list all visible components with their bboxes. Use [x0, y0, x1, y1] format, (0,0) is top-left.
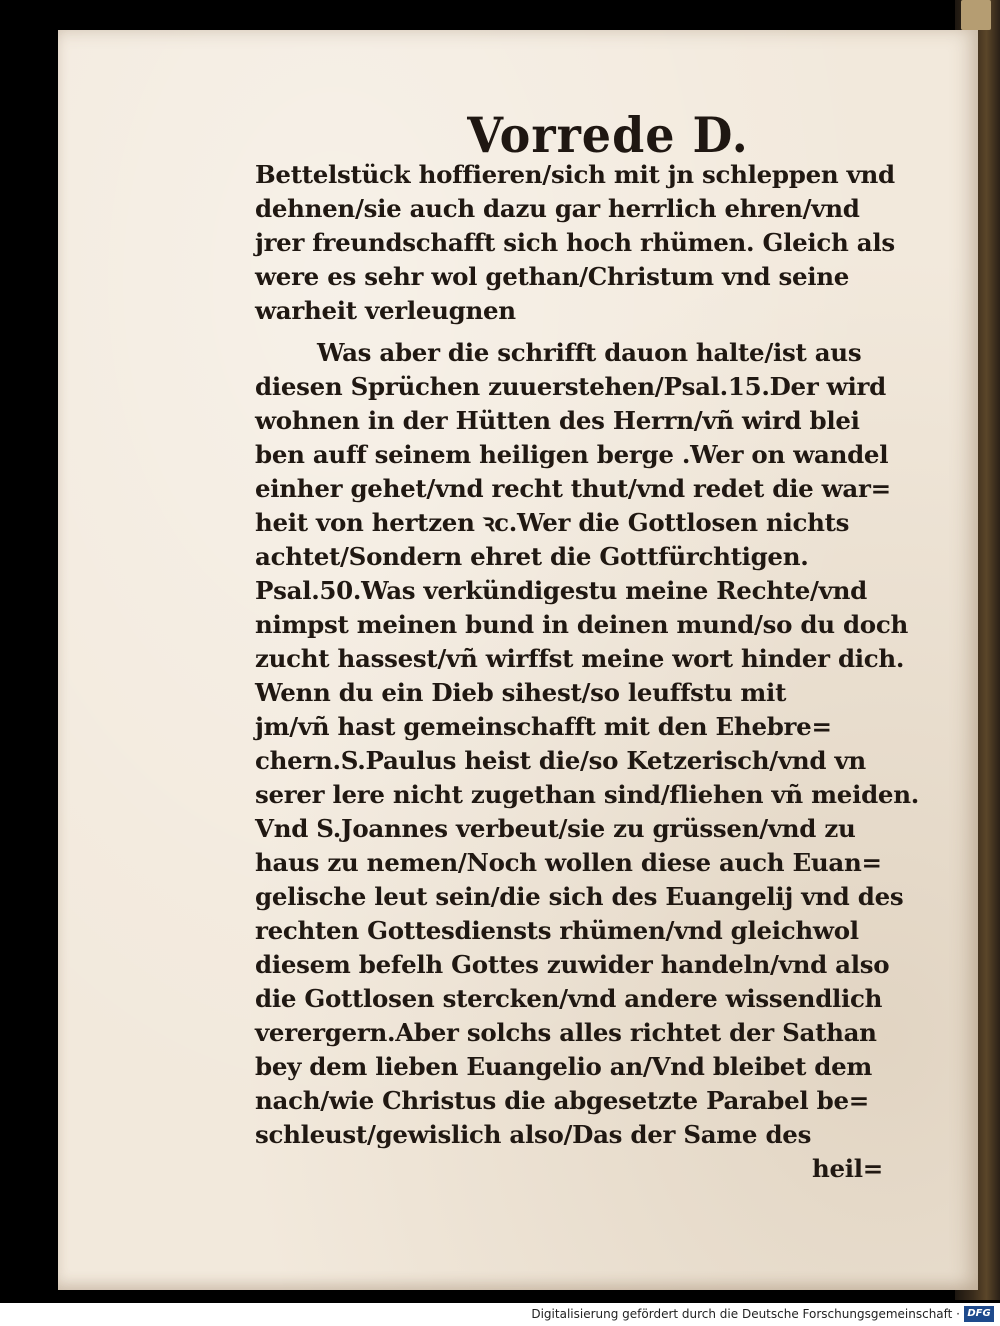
text-line: die Gottlosen stercken/vnd andere wissendlich — [255, 984, 883, 1013]
text-line: verergern.Aber solchs alles richtet der Sathan — [255, 1018, 877, 1047]
text-line: Wenn du ein Dieb sihest/so leuffstu mit — [255, 678, 787, 707]
text-line: jm/vñ hast gemeinschafft mit den Ehebre= — [255, 712, 832, 741]
text-line: nimpst meinen bund in deinen mund/so du doch — [255, 610, 908, 639]
text-line: serer lere nicht zugethan sind/fliehen vñ meiden. — [255, 780, 919, 809]
text-line: diesen Sprüchen zuuerstehen/Psal.15.Der wird — [255, 372, 886, 401]
text-line: bey dem lieben Euangelio an/Vnd bleibet dem — [255, 1052, 873, 1081]
text-line: haus zu nemen/Noch wollen diese auch Euan= — [255, 848, 882, 877]
text-line: Vnd S.Joannes verbeut/sie zu grüssen/vnd zu — [255, 814, 856, 843]
text-line: ben auff seinem heiligen berge .Wer on wandel — [255, 440, 889, 469]
dfg-logo-icon[interactable]: DFG — [964, 1306, 994, 1322]
text-line: achtet/Sondern ehret die Gottfürchtigen. — [255, 542, 809, 571]
text-line: einher gehet/vnd recht thut/vnd redet die war= — [255, 474, 891, 503]
text-line: heit von hertzen ꝛc.Wer die Gottlosen nichts — [255, 508, 850, 537]
text-line: diesem befelh Gottes zuwider handeln/vnd also — [255, 950, 890, 979]
text-line: chern.S.Paulus heist die/so Ketzerisch/vnd vn — [255, 746, 866, 775]
text-line: Psal.50.Was verkündigestu meine Rechte/vnd — [255, 576, 867, 605]
footer-bar — [0, 1303, 1000, 1326]
text-line: jrer freundschafft sich hoch rhümen. Gleich als — [255, 228, 895, 257]
body-text — [255, 158, 919, 1186]
text-line: were es sehr wol gethan/Christum vnd seine — [255, 262, 850, 291]
footer-credit: Digitalisierung gefördert durch die Deutsche Forschungsgemeinschaft · — [531, 1307, 960, 1321]
text-line: warheit verleugnen — [255, 296, 516, 325]
text-line: gelische leut sein/die sich des Euangelij vnd des — [255, 882, 904, 911]
text-line: schleust/gewislich also/Das der Same des — [255, 1120, 812, 1149]
text-line: rechten Gottesdiensts rhümen/vnd gleichwol — [255, 916, 859, 945]
page-heading: Vorrede D. — [467, 106, 749, 164]
catchword: heil= — [811, 1154, 883, 1183]
text-line: wohnen in der Hütten des Herrn/vñ wird blei — [255, 406, 860, 435]
text-line: nach/wie Christus die abgesetzte Parabel be= — [255, 1086, 870, 1115]
text-line: Was aber die schrifft dauon halte/ist aus — [317, 338, 862, 367]
text-line: zucht hassest/vñ wirffst meine wort hinder dich. — [255, 644, 905, 673]
text-line: Bettelstück hoffieren/sich mit jn schleppen vnd — [255, 160, 895, 189]
text-line: dehnen/sie auch dazu gar herrlich ehren/vnd — [255, 194, 860, 223]
